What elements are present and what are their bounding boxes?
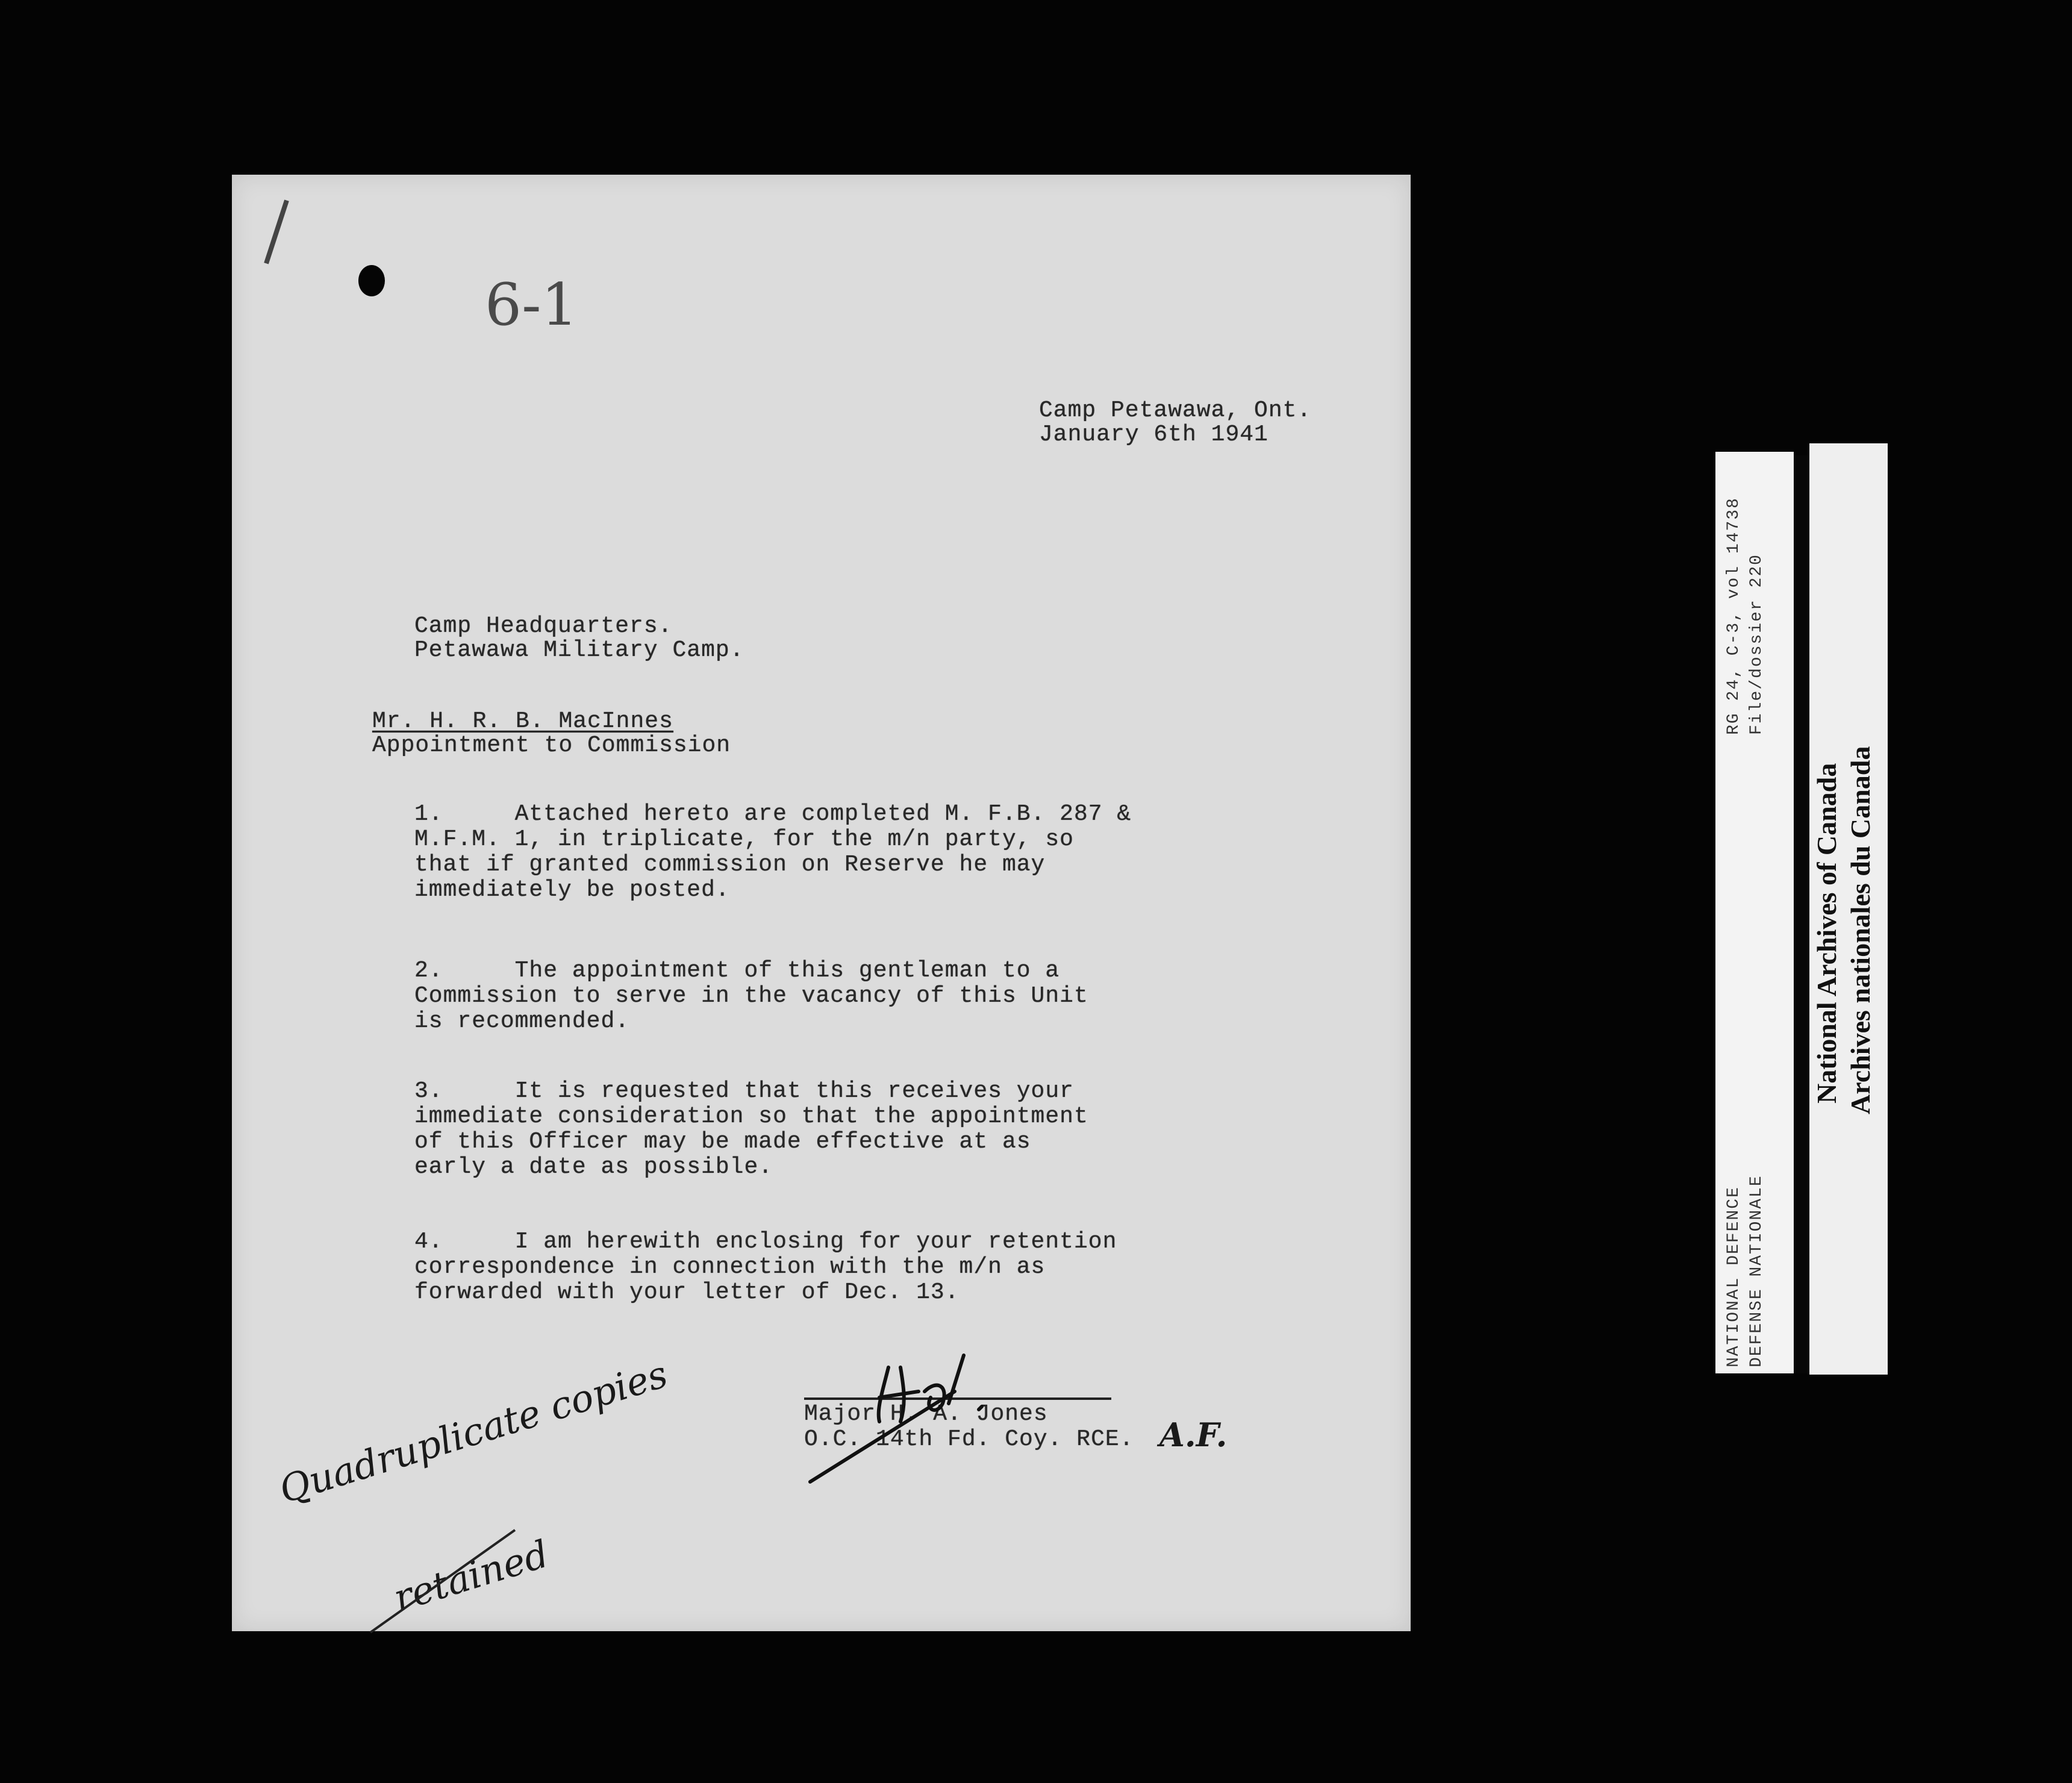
archive-ref-line-2: File/dossier 220 (1747, 554, 1766, 735)
paragraph-1-line: 1. Attached hereto are completed M. F.B. 287 & (414, 801, 1132, 827)
paragraph-3-line: 3. It is requested that this receives your (414, 1078, 1074, 1104)
handwritten-note-line-2: retained (388, 1531, 554, 1620)
paragraph-2-line: Commission to serve in the vacancy of this Unit (414, 983, 1088, 1009)
recipient-line-1: Camp Headquarters. (414, 613, 673, 639)
pencil-mark (264, 199, 289, 264)
paragraph-4-line: correspondence in connection with the m/n as (414, 1254, 1046, 1280)
paragraph-3-line: immediate consideration so that the appointment (414, 1104, 1088, 1129)
archive-dept-line-2: DEFENSE NATIONALE (1747, 1175, 1766, 1367)
paragraph-3-line: early a date as possible. (414, 1154, 773, 1180)
archives-name-fr: Archives nationales du Canada (1845, 746, 1876, 1114)
archive-label-divider (1794, 455, 1809, 1373)
handwritten-reference: 6-1 (485, 271, 578, 339)
paragraph-2-line: is recommended. (414, 1008, 630, 1034)
archives-name-en: National Archives of Canada (1811, 763, 1842, 1104)
signature-name: Major H. A. Jones (804, 1401, 1048, 1427)
paragraph-2-line: 2. The appointment of this gentleman to a (414, 958, 1060, 984)
letter-place: Camp Petawawa, Ont. (1039, 398, 1312, 423)
archive-dept-line-1: NATIONAL DEFENCE (1724, 1186, 1743, 1367)
paragraph-1-line: M.F.M. 1, in triplicate, for the m/n party, so (414, 826, 1074, 852)
paragraph-4-line: forwarded with your letter of Dec. 13. (414, 1279, 960, 1305)
paragraph-1-line: immediately be posted. (414, 877, 730, 903)
handwritten-af: A.F. (1159, 1416, 1228, 1454)
note-flourish (364, 1518, 521, 1638)
signature-title: O.C. 14th Fd. Coy. RCE. (804, 1426, 1134, 1452)
paragraph-1-line: that if granted commission on Reserve he may (414, 852, 1046, 878)
subject-line-1: Mr. H. R. B. MacInnes (372, 708, 673, 734)
paragraph-3-line: of this Officer may be made effective at as (414, 1129, 1031, 1155)
archive-ref-line-1: RG 24, C-3, vol 14738 (1724, 497, 1743, 735)
letter-sheet (232, 175, 1411, 1631)
letter-date: January 6th 1941 (1039, 422, 1268, 448)
recipient-line-2: Petawawa Military Camp. (414, 637, 744, 663)
paragraph-4-line: 4. I am herewith enclosing for your retention (414, 1229, 1117, 1255)
punch-hole (358, 265, 385, 296)
signature-scrawl (798, 1319, 1051, 1500)
subject-line-2: Appointment to Commission (372, 732, 731, 758)
handwritten-note-line-1: Quadruplicate copies (274, 1352, 673, 1512)
